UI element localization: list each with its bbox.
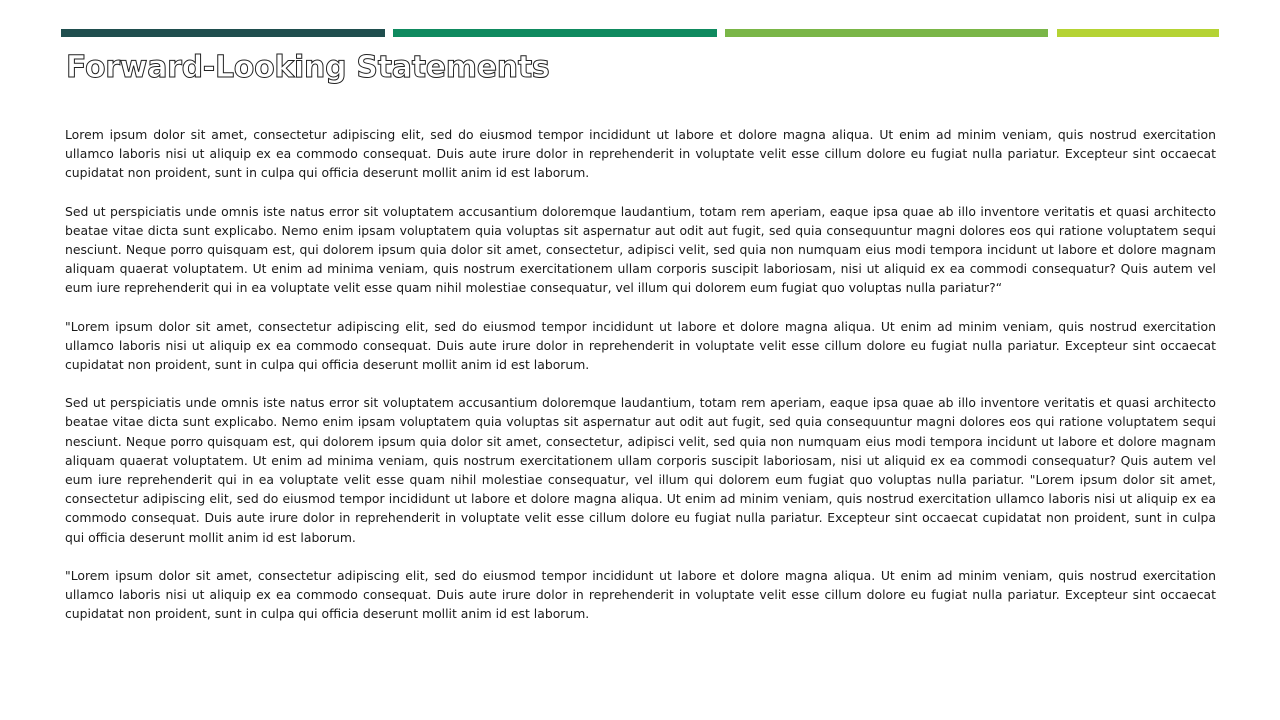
- paragraph-3: "Lorem ipsum dolor sit amet, consectetur adipiscing elit, sed do eiusmod tempor incididunt ut labore et dolore magna aliqua. Ut enim ad minim veniam, quis nostrud exercitation ullamco laboris nisi ut aliquip ex ea commodo consequat. Duis aute irure dolor in reprehenderit in voluptate velit esse cillum dolore eu fugiat nulla pariatur. Excepteur sint occaecat cupidatat non proident, sunt in culpa qui officia deserunt mollit anim id est laborum.: [65, 318, 1216, 373]
- paragraph-1: Lorem ipsum dolor sit amet, consectetur adipiscing elit, sed do eiusmod tempor incididunt ut labore et dolore magna aliqua. Ut enim ad minim veniam, quis nostrud exercitation ullamco laboris nisi ut aliquip ex ea commodo consequat. Duis aute irure dolor in reprehenderit in voluptate velit esse cillum dolore eu fugiat nulla pariatur. Excepteur sint occaecat cupidatat non proident, sunt in culpa qui officia deserunt mollit anim id est laborum.: [65, 127, 1216, 181]
- accent-bar-4: [1057, 29, 1219, 37]
- slide-body: [65, 125, 1216, 642]
- paragraph-4: Sed ut perspiciatis unde omnis iste natus error sit voluptatem accusantium doloremque laudantium, totam rem aperiam, eaque ipsa quae ab illo inventore veritatis et quasi architecto beatae vitae dicta sunt explicabo. Nemo enim ipsam voluptatem quia voluptas sit aspernatur aut odit aut fugit, sed quia consequuntur magni dolores eos qui ratione voluptatem sequi nesciunt. Neque porro quisquam est, qui dolorem ipsum quia dolor sit amet, consectetur, adipisci velit, sed quia non numquam eius modi tempora incidunt ut labore et dolore magnam aliquam quaerat voluptatem. Ut enim ad minima veniam, quis nostrum exercitationem ullam corporis suscipit laboriosam, nisi ut aliquid ex ea commodi consequatur? Quis autem vel eum iure reprehenderit qui in ea voluptate velit esse quam nihil molestiae consequatur, vel illum qui dolorem eum fugiat quo voluptas nulla pariatur. "Lorem ipsum dolor sit amet, consectetur adipiscing elit, sed do eiusmod tempor incididunt ut labore et dolore magna aliqua. Ut enim ad minim veniam, quis nostrud exercitation ullamco laboris nisi ut aliquip ex ea commodo consequat. Duis aute irure dolor in reprehenderit in voluptate velit esse cillum dolore eu fugiat nulla pariatur. Excepteur sint occaecat cupidatat non proident, sunt in culpa qui officia deserunt mollit anim id est laborum.: [65, 395, 1216, 545]
- paragraph-2: Sed ut perspiciatis unde omnis iste natus error sit voluptatem accusantium doloremque laudantium, totam rem aperiam, eaque ipsa quae ab illo inventore veritatis et quasi architecto beatae vitae dicta sunt explicabo. Nemo enim ipsam voluptatem quia voluptas sit aspernatur aut odit aut fugit, sed quia consequuntur magni dolores eos qui ratione voluptatem sequi nesciunt. Neque porro quisquam est, qui dolorem ipsum quia dolor sit amet, consectetur, adipisci velit, sed quia non numquam eius modi tempora incidunt ut labore et dolore magnam aliquam quaerat voluptatem. Ut enim ad minima veniam, quis nostrum exercitationem ullam corporis suscipit laboriosam, nisi ut aliquid ex ea commodi consequatur? Quis autem vel eum iure reprehenderit qui in ea voluptate velit esse quam nihil molestiae consequatur, vel illum qui dolorem eum fugiat quo voluptas nulla pariatur?“: [65, 203, 1216, 296]
- accent-bar-3: [725, 29, 1048, 37]
- slide-title: Forward-Looking Statements: [66, 50, 550, 85]
- accent-bar-2: [393, 29, 717, 37]
- accent-bars: [61, 29, 1219, 37]
- paragraph-5: "Lorem ipsum dolor sit amet, consectetur adipiscing elit, sed do eiusmod tempor incididunt ut labore et dolore magna aliqua. Ut enim ad minim veniam, quis nostrud exercitation ullamco laboris nisi ut aliquip ex ea commodo consequat. Duis aute irure dolor in reprehenderit in voluptate velit esse cillum dolore eu fugiat nulla pariatur. Excepteur sint occaecat cupidatat non proident, sunt in culpa qui officia deserunt mollit anim id est laborum.: [65, 567, 1216, 622]
- accent-bar-1: [61, 29, 385, 37]
